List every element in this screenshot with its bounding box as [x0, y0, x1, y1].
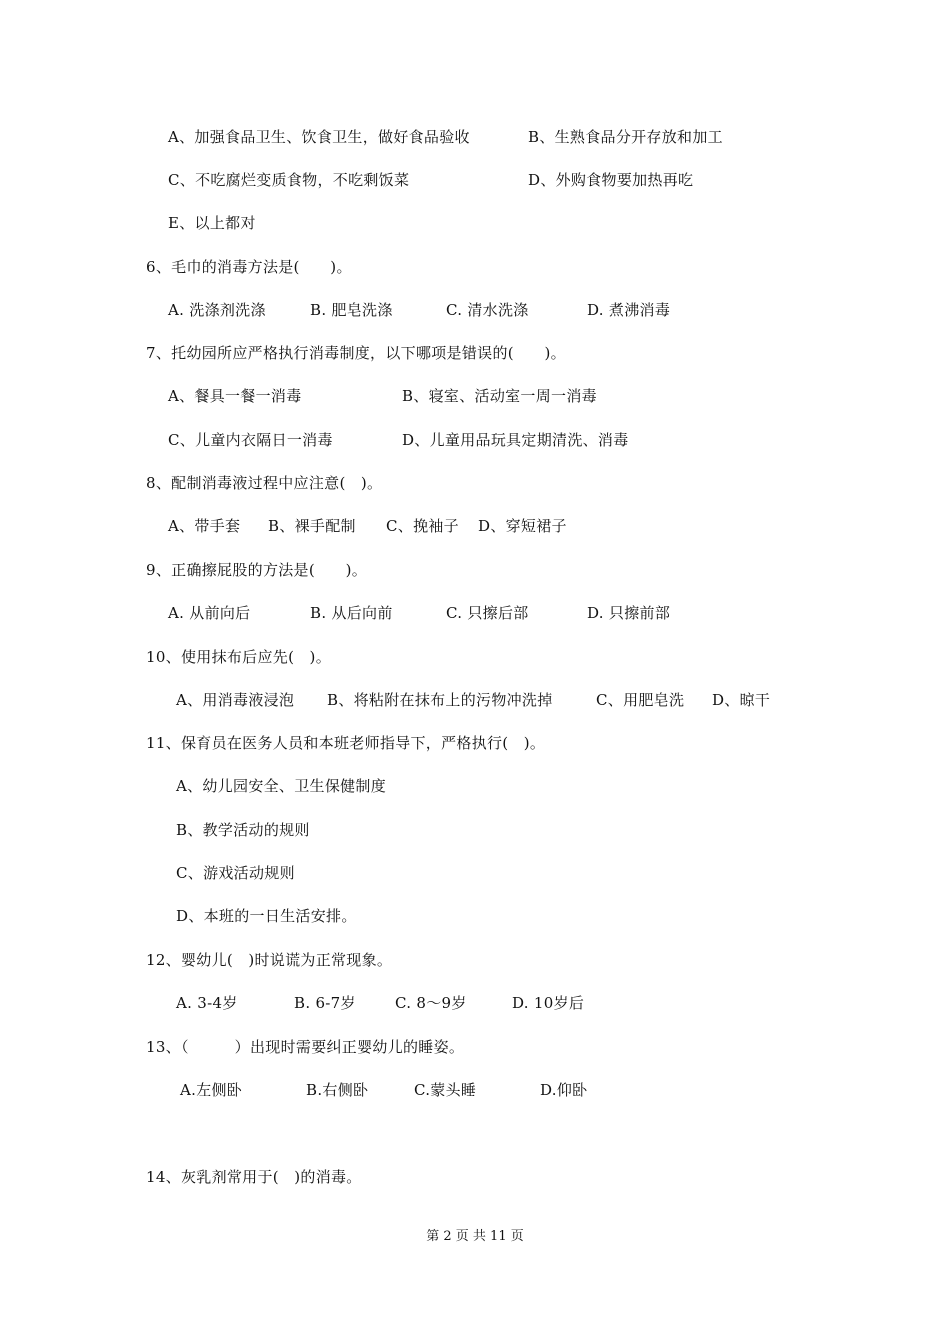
page-number-footer: 第 2 页 共 11 页 — [426, 1229, 524, 1244]
q11-option-a: A、幼儿园安全、卫生保健制度 — [176, 777, 387, 795]
q7-option-a: A、餐具一餐一消毒 — [168, 387, 302, 405]
q10-stem: 10、使用抹布后应先( )。 — [146, 648, 331, 666]
q10-option-a: A、用消毒液浸泡 — [176, 691, 295, 709]
q5-option-e: E、以上都对 — [168, 214, 256, 232]
q5-option-b: B、生熟食品分开存放和加工 — [528, 128, 723, 146]
q7-option-c: C、儿童内衣隔日一消毒 — [168, 431, 333, 449]
q7-option-d: D、儿童用品玩具定期清洗、消毒 — [402, 431, 629, 449]
q9-option-c: C. 只擦后部 — [446, 604, 529, 622]
q8-option-c: C、挽袖子 — [386, 517, 459, 535]
q11-option-d: D、本班的一日生活安排。 — [176, 907, 357, 925]
q8-option-b: B、裸手配制 — [268, 517, 356, 535]
q14-stem: 14、灰乳剂常用于( )的消毒。 — [146, 1168, 362, 1186]
q9-option-d: D. 只擦前部 — [587, 604, 671, 622]
q9-option-a: A. 从前向后 — [168, 604, 251, 622]
q10-option-d: D、晾干 — [712, 691, 771, 709]
q11-stem: 11、保育员在医务人员和本班老师指导下，严格执行( )。 — [146, 734, 546, 752]
q13-option-a: A.左侧卧 — [180, 1081, 243, 1099]
q13-stem: 13、（ ）出现时需要纠正婴幼儿的睡姿。 — [146, 1038, 465, 1056]
q12-option-d: D. 10岁后 — [512, 994, 585, 1012]
q6-stem: 6、毛巾的消毒方法是( )。 — [146, 258, 352, 276]
q10-option-b: B、将粘附在抹布上的污物冲洗掉 — [327, 691, 553, 709]
q8-stem: 8、配制消毒液过程中应注意( )。 — [146, 474, 383, 492]
q6-option-b: B. 肥皂洗涤 — [310, 301, 393, 319]
q7-option-b: B、寝室、活动室一周一消毒 — [402, 387, 597, 405]
q6-option-a: A. 洗涤剂洗涤 — [168, 301, 266, 319]
q13-option-d: D.仰卧 — [540, 1081, 588, 1099]
q6-option-c: C. 清水洗涤 — [446, 301, 529, 319]
q9-stem: 9、正确擦屁股的方法是( )。 — [146, 561, 368, 579]
q12-stem: 12、婴幼儿( )时说谎为正常现象。 — [146, 951, 393, 969]
q5-option-d: D、外购食物要加热再吃 — [528, 171, 694, 189]
q13-option-c: C.蒙头睡 — [414, 1081, 477, 1099]
q12-option-a: A. 3-4岁 — [176, 994, 238, 1012]
q5-option-c: C、不吃腐烂变质食物，不吃剩饭菜 — [168, 171, 410, 189]
q7-stem: 7、托幼园所应严格执行消毒制度，以下哪项是错误的( )。 — [146, 344, 566, 362]
q5-option-a: A、加强食品卫生、饮食卫生，做好食品验收 — [168, 128, 470, 146]
q11-option-b: B、教学活动的规则 — [176, 821, 310, 839]
q13-option-b: B.右侧卧 — [306, 1081, 369, 1099]
q8-option-a: A、带手套 — [168, 517, 241, 535]
q9-option-b: B. 从后向前 — [310, 604, 393, 622]
q12-option-c: C. 8～9岁 — [395, 994, 467, 1012]
q6-option-d: D. 煮沸消毒 — [587, 301, 671, 319]
q10-option-c: C、用肥皂洗 — [596, 691, 685, 709]
q12-option-b: B. 6-7岁 — [294, 994, 356, 1012]
q11-option-c: C、游戏活动规则 — [176, 864, 295, 882]
q8-option-d: D、穿短裙子 — [478, 517, 567, 535]
